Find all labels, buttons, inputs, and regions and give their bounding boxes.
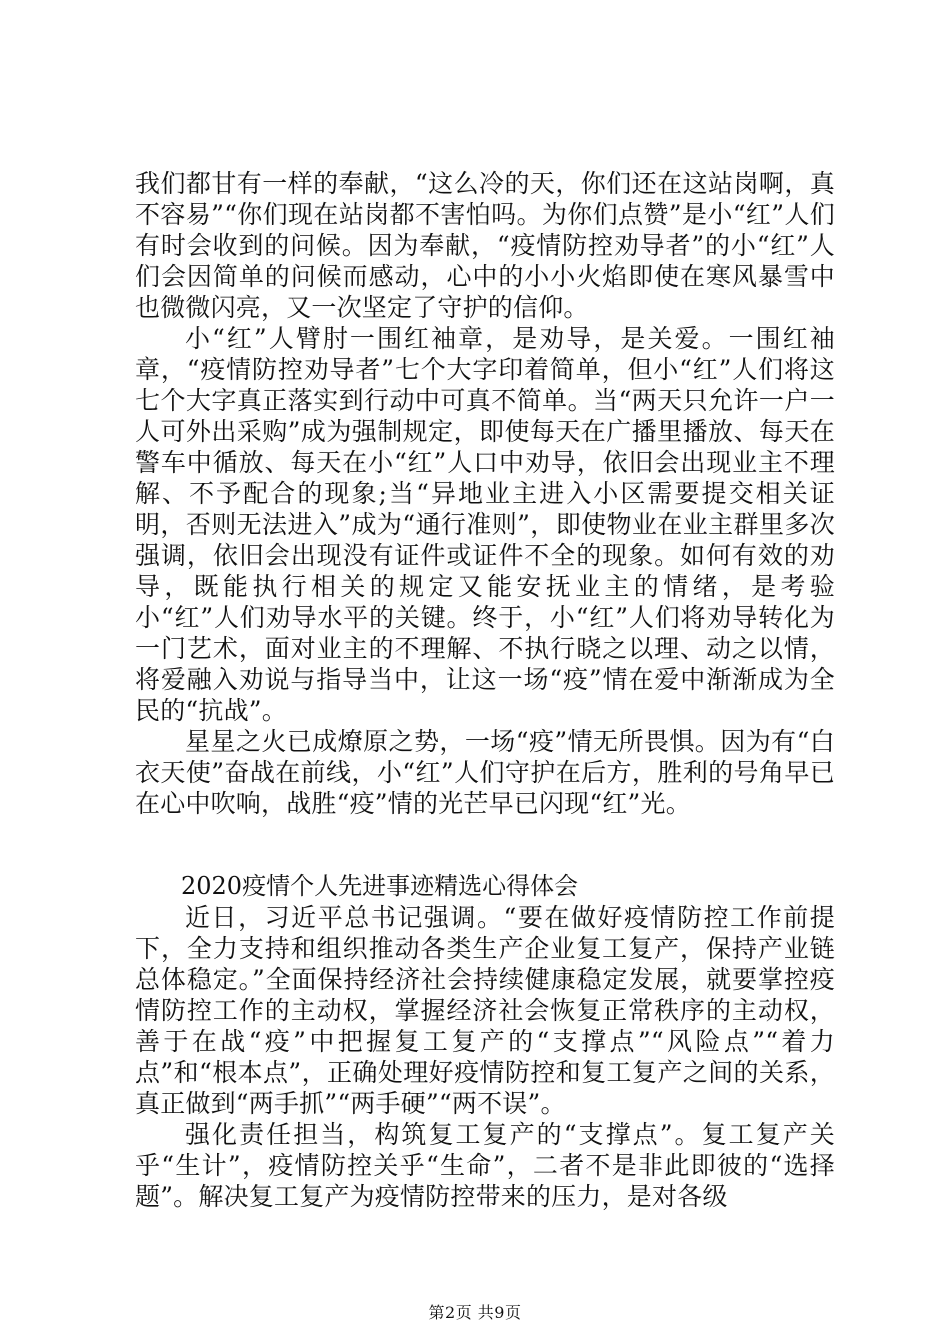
paragraph-armband-persuasion: 小“红”人臂肘一围红袖章，是劝导，是关爱。一围红袖章，“疫情防控劝导者”七个大字印着简单，但小“红”人们将这七个大字真正落实到行动中可真不简单。当“两天只允许一户一人可外出采购”成为强制规定，即使每天在广播里播放、每天在警车中循放、每天在小“红”人口中劝导，依旧会出现业主不理解、不予配合的现象;当“异地业主进入小区需要提交相关证明，否则无法进入”成为“通行准则”，即使物业在业主群里多次强调，依旧会出现没有证件或证件不全的现象。如何有效的劝导，既能执行相关的规定又能安抚业主的情绪，是考验小“红”人们劝导水平的关键。终于，小“红”人们将劝导转化为一门艺术，面对业主的不理解、不执行晓之以理、动之以情，将爱融入劝说与指导当中，让这一场“疫”情在爱中渐渐成为全民的“抗战”。 — [135, 324, 835, 725]
section-title: 2020疫情个人先进事迹精选心得体会 — [181, 872, 579, 900]
paragraph-volunteer-greetings: 我们都甘有一样的奉献，“这么冷的天，你们还在这站岗啊，真不容易”“你们现在站岗都不害怕吗。为你们点赞”是小“红”人们有时会收到的问候。因为奉献，“疫情防控劝导者”的小“红”人们会因简单的问候而感动，心中的小小火焰即使在寒风暴雪中也微微闪亮，又一次坚定了守护的信仰。 — [135, 169, 835, 322]
section-spacer — [135, 819, 835, 871]
paragraph-resume-work: 近日，习近平总书记强调。“要在做好疫情防控工作前提下，全力支持和组织推动各类生产企业复工复产，保持产业链总体稳定。”全面保持经济社会持续健康稳定发展，就要掌控疫情防控工作的主动权，掌握经济社会恢复正常秩序的主动权，善于在战“疫”中把握复工复产的“支撑点”“风险点”“着力点”和“根本点”，正确处理好疫情防控和复工复产之间的关系，真正做到“两手抓”“两手硬”“两不误”。 — [135, 903, 835, 1118]
paragraph-spark-victory: 星星之火已成燎原之势，一场“疫”情无所畏惧。因为有“白衣天使”奋战在前线，小“红”人们守护在后方，胜利的号角早已在心中吹响，战胜“疫”情的光芒早已闪现“红”光。 — [135, 727, 835, 818]
document-body — [135, 168, 835, 1212]
paragraph-responsibility: 强化责任担当，构筑复工复产的“支撑点”。复工复产关乎“生计”，疫情防控关乎“生命”，二者不是非此即彼的“选择题”。解决复工复产为疫情防控带来的压力，是对各级 — [135, 1120, 835, 1211]
page-number-footer: 第2页 共9页 — [428, 1303, 522, 1322]
